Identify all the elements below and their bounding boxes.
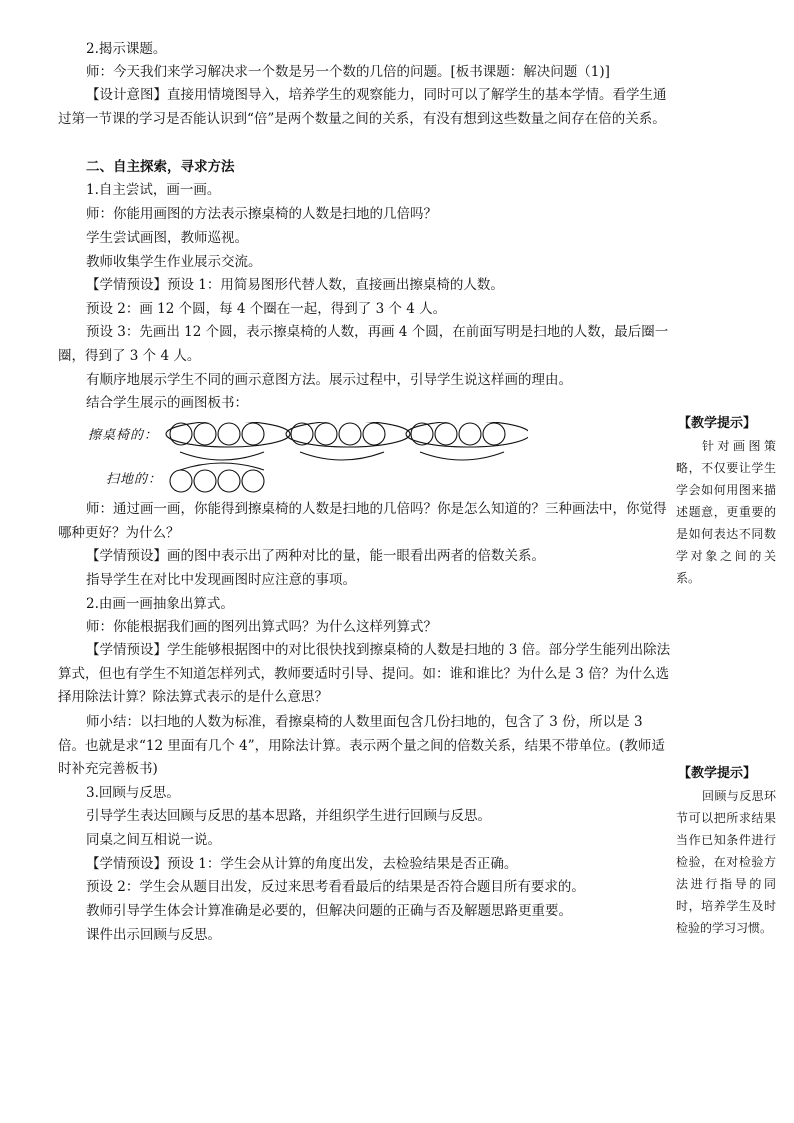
design-intent-paragraph: 【设计意图】直接用情境图导入，培养学生的观察能力，同时可以了解学生的基本学情。看学生通过第一节课的学习是否能认识到“倍”是两个数量之间的关系，有没有想到这些数量之间存在倍的关系。 [58,87,667,127]
paragraph: 师：你能用画图的方法表示擦桌椅的人数是扫地的几倍吗？ [86,206,437,222]
circle [218,423,240,445]
group-ellipse [166,422,290,447]
circle [459,423,481,445]
paragraph: 引导学生表达回顾与反思的基本思路，并组织学生进行回顾与反思。 [86,808,491,824]
brace-arc [180,452,264,460]
paragraph: 师：你能根据我们画的图列出算式吗？为什么这样列算式？ [86,619,437,635]
paragraph: 【学情预设】预设 1：用简易图形代替人数，直接画出擦桌椅的人数。 [86,277,504,293]
circle [363,423,385,445]
paragraph: 预设 3：先画出 12 个圆，表示擦桌椅的人数，再画 4 个圆，在前面写明是扫地的人数，最后圈一圈，得到了 3 个 4 人。 [58,324,669,364]
teaching-tip-title: 【教学提示】 [678,416,757,431]
circle [315,423,337,445]
paragraph: 师：今天我们来学习解决求一个数是另一个数的几倍的问题。[板书课题：解决问题（1)] [86,64,610,80]
teaching-tip-2 [676,763,776,939]
paragraph: 3.回顾与反思。 [86,785,180,801]
circle [194,423,216,445]
circle [291,423,313,445]
paragraph: 【学情预设】画的图中表示出了两种对比的量，能一眼看出两者的倍数关系。 [86,548,545,564]
paragraph: 学生尝试画图，教师巡视。 [86,230,248,246]
circle [170,423,192,445]
diagram-label-sweep-floor: 扫地的： [106,472,163,487]
circle [411,423,433,445]
circle-grouping-diagram [88,422,528,498]
paragraph: 预设 2：学生会从题目出发，反过来思考看看最后的结果是否符合题目所有要求的。 [86,879,585,895]
paragraph: 2.由画一画抽象出算式。 [86,596,234,612]
paragraph: 1.自主尝试，画一画。 [86,182,221,198]
teaching-tip-body: 回顾与反思环节可以把所求结果当作已知条件进行检验，在对检验方法进行指导的同时，培养学生及时检验的学习习惯。 [676,789,776,935]
paragraph: 有顺序地展示学生不同的画示意图方法。展示过程中，引导学生说这样画的理由。 [86,372,572,388]
paragraph: 同桌之间互相说一说。 [86,832,221,848]
circle [218,470,240,492]
circle [170,470,192,492]
group-ellipse [286,422,410,447]
paragraph: 【学情预设】预设 1：学生会从计算的角度出发，去检验结果是否正确。 [86,856,518,872]
brace-arc [180,463,264,470]
paragraph: 指导学生在对比中发现画图时应注意的事项。 [86,572,356,588]
group-ellipse [406,422,528,447]
teaching-tip-1 [676,413,776,589]
paragraph: 教师引导学生体会计算准确是必要的，但解决问题的正确与否及解题思路更重要。 [86,903,572,919]
circle [194,470,216,492]
brace-arc [300,452,384,460]
paragraph: 师：通过画一画，你能得到擦桌椅的人数是扫地的几倍吗？你是怎么知道的？三种画法中，你觉得哪种更好？为什么？ [58,501,667,541]
paragraph: 2.揭示课题。 [86,41,167,57]
paragraph: 教师收集学生作业展示交流。 [86,254,262,270]
circle [435,423,457,445]
brace-arc [420,452,504,460]
teaching-tip-body: 针对画图策略，不仅要让学生学会如何用图来描述题意，更重要的是如何表达不同数学对象之间的关系。 [676,439,776,585]
circle-diagram-svg [88,422,528,498]
paragraph: 师小结：以扫地的人数为标准，看擦桌椅的人数里面包含几份扫地的，包含了 3 份，所以是 3 倍。也就是求“12 里面有几个 4”，用除法计算。表示两个量之间的倍数关系，结果不带单位。(教师适时补充完善板书) [58,714,665,777]
circle [242,470,264,492]
circle [242,423,264,445]
paragraph: 结合学生展示的画图板书： [86,395,248,411]
section-heading: 二、自主探索，寻求方法 [86,159,235,175]
paragraph: 预设 2：画 12 个圆，每 4 个圈在一起，得到了 3 个 4 人。 [86,301,447,317]
teaching-tip-title: 【教学提示】 [678,766,757,781]
paragraph: 【学情预设】学生能够根据图中的对比很快找到擦桌椅的人数是扫地的 3 倍。部分学生能列出除法算式，但也有学生不知道怎样列式，教师要适时引导、提问。如：谁和谁比？为什么是 3 倍？为什么选择用除法计算？除法算式表示的是什么意思？ [58,642,671,705]
diagram-label-wipe-desks: 擦桌椅的： [88,428,159,443]
paragraph: 课件出示回顾与反思。 [86,927,221,943]
circle [483,423,505,445]
circle [339,423,361,445]
